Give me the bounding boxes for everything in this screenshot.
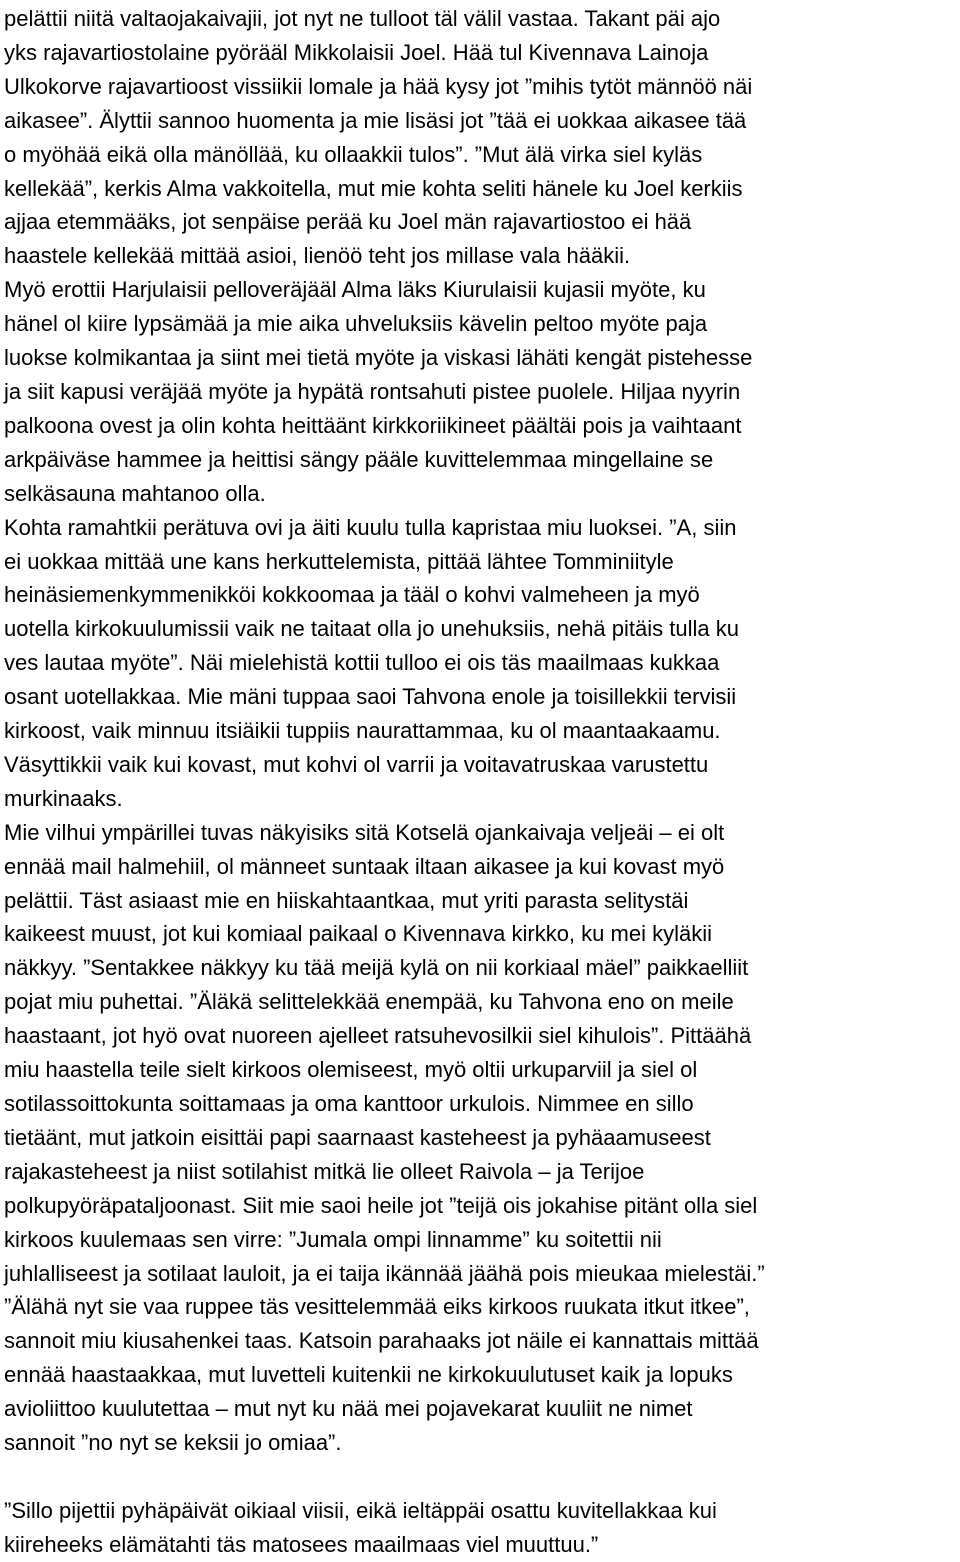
text-line: arkpäiväse hammee ja heittisi sängy pääle kuvittelemmaa mingellaine se	[4, 446, 714, 472]
text-line: Mie vilhui ympärillei tuvas näkyisiks sitä Kotselä ojankaivaja veljeäi – ei olt	[4, 819, 725, 845]
text-line: kirkoost, vaik minnuu itsiäikii tuppiis naurattammaa, ku ol maantaakaamu.	[4, 718, 721, 744]
text-line: miu haastella teile sielt kirkoos olemiseest, myö oltii urkuparviil ja siel ol	[4, 1057, 698, 1083]
text-line: murkinaaks.	[4, 785, 123, 811]
text-line: Kohta ramahtkii perätuva ovi ja äiti kuulu tulla kapristaa miu luoksei. ”A, siin	[4, 514, 737, 540]
text-line: kiireheeks elämätahti täs matosees maailmaas viel muuttuu.”	[4, 1531, 599, 1557]
text-line: ei uokkaa mittää une kans herkuttelemista, pittää lähtee Tomminiityle	[4, 548, 674, 574]
text-line: osant uotellakkaa. Mie mäni tuppaa saoi Tahvona enole ja toisillekkii tervisii	[4, 684, 737, 710]
text-line: ennää haastaakkaa, mut luvetteli kuitenkii ne kirkokuulutuset kaik ja lopuks	[4, 1362, 733, 1388]
text-line: ennää mail halmehiil, ol männeet suntaak iltaan aikasee ja kui kovast myö	[4, 853, 725, 879]
text-line: kaikeest muust, jot kui komiaal paikaal o Kivennava kirkko, ku mei kyläkii	[4, 921, 712, 947]
text-line: luokse kolmikantaa ja siint mei tietä myöte ja viskasi lähäti kengät pistehesse	[4, 345, 753, 371]
text-line: o myöhää eikä olla mänöllää, ku ollaakkii tulos”. ”Mut älä virka siel kyläs	[4, 141, 703, 167]
text-line: heinäsiemenkymmenikköi kokkoomaa ja tääl o kohvi valmeheen ja myö	[4, 582, 700, 608]
text-line: palkoona ovest ja olin kohta heittäänt kirkkoriikineet päältäi pois ja vaihtaant	[4, 412, 742, 438]
text-line: näkkyy. ”Sentakkee näkkyy ku tää meijä kylä on nii korkiaal mäel” paikkaelliit	[4, 955, 749, 981]
text-line: avioliittoo kuulutettaa – mut nyt ku nää mei pojavekarat kuuliit ne nimet	[4, 1396, 693, 1422]
text-line: rajakasteheest ja niist sotilahist mitkä lie olleet Raivola – ja Terijoe	[4, 1158, 645, 1184]
text-line: haastele kellekää mittää asioi, lienöö teht jos millase vala hääkii.	[4, 243, 631, 269]
text-line: sannoit miu kiusahenkei taas. Katsoin parahaaks jot näile ei kannattais mittää	[4, 1328, 759, 1354]
text-line: pelättii. Täst asiaast mie en hiiskahtaantkaa, mut yriti parasta selitystäi	[4, 887, 689, 913]
text-line: ajjaa etemmääks, jot senpäise perää ku Joel män rajavartiostoo ei hää	[4, 209, 692, 235]
text-line: Myö erottii Harjulaisii pelloveräjääl Alma läks Kiurulaisii kujasii myöte, ku	[4, 277, 706, 303]
text-line: haastaant, jot hyö ovat nuoreen ajelleet ratsuhevosilkii siel kihulois”. Pittäähä	[4, 1023, 752, 1049]
text-line: uotella kirkokuulumissii vaik ne taitaat olla jo unehuksiis, nehä pitäis tulla ku	[4, 616, 739, 642]
text-line: aikasee”. Älyttii sannoo huomenta ja mie lisäsi jot ”tää ei uokkaa aikasee tää	[4, 107, 747, 133]
text-line: polkupyöräpataljoonast. Siit mie saoi heile jot ”teijä ois jokahise pitänt olla siel	[4, 1192, 758, 1218]
text-line: ja siit kapusi veräjää myöte ja hypätä rontsahuti pistee puolele. Hiljaa nyyrin	[4, 378, 741, 404]
text-line: Ulkokorve rajavartioost vissiikii lomale ja hää kysy jot ”mihis tytöt männöö näi	[4, 73, 753, 99]
text-line: ”Sillo pijettii pyhäpäivät oikiaal viisii, eikä ieltäppäi osattu kuvitellakkaa kui	[4, 1497, 717, 1523]
text-line: selkäsauna mahtanoo olla.	[4, 480, 266, 506]
text-line: tietäänt, mut jatkoin eisittäi papi saarnaast kasteheest ja pyhäaamuseest	[4, 1124, 711, 1150]
text-line: yks rajavartiostolaine pyörääl Mikkolaisii Joel. Hää tul Kivennava Lainoja	[4, 39, 709, 65]
text-line: pojat miu puhettai. ”Äläkä selittelekkää enempää, ku Tahvona eno on meile	[4, 989, 734, 1015]
text-line: pelättii niitä valtaojakaivajii, jot nyt ne tulloot täl välil vastaa. Takant päi ajo	[4, 6, 721, 31]
text-line: ”Älähä nyt sie vaa ruppee täs vesittelemmää eiks kirkoos ruukata itkut itkee”,	[4, 1294, 750, 1320]
text-line: hänel ol kiire lypsämää ja mie aika uhveluksiis kävelin peltoo myöte paja	[4, 311, 708, 337]
text-line: Väsyttikkii vaik kui kovast, mut kohvi ol varrii ja voitavatruskaa varustettu	[4, 751, 709, 777]
text-line: sotilassoittokunta soittamaas ja oma kanttoor urkulois. Nimmee en sillo	[4, 1091, 694, 1116]
text-line: juhlalliseest ja sotilaat lauloit, ja ei taija ikännää jäähä pois mieukaa mielestäi.”	[4, 1260, 765, 1286]
text-line: kirkoos kuulemaas sen virre: ”Jumala ompi linnamme” ku soitettii nii	[4, 1226, 662, 1252]
text-line: kellekää”, kerkis Alma vakkoitella, mut mie kohta seliti hänele ku Joel kerkiis	[4, 175, 743, 201]
text-line: ves lautaa myöte”. Näi mielehistä kottii tulloo ei ois täs maailmaas kukkaa	[4, 650, 720, 676]
paragraph-gap	[4, 1460, 954, 1494]
text-line: sannoit ”no nyt se keksii jo omiaa”.	[4, 1430, 342, 1456]
